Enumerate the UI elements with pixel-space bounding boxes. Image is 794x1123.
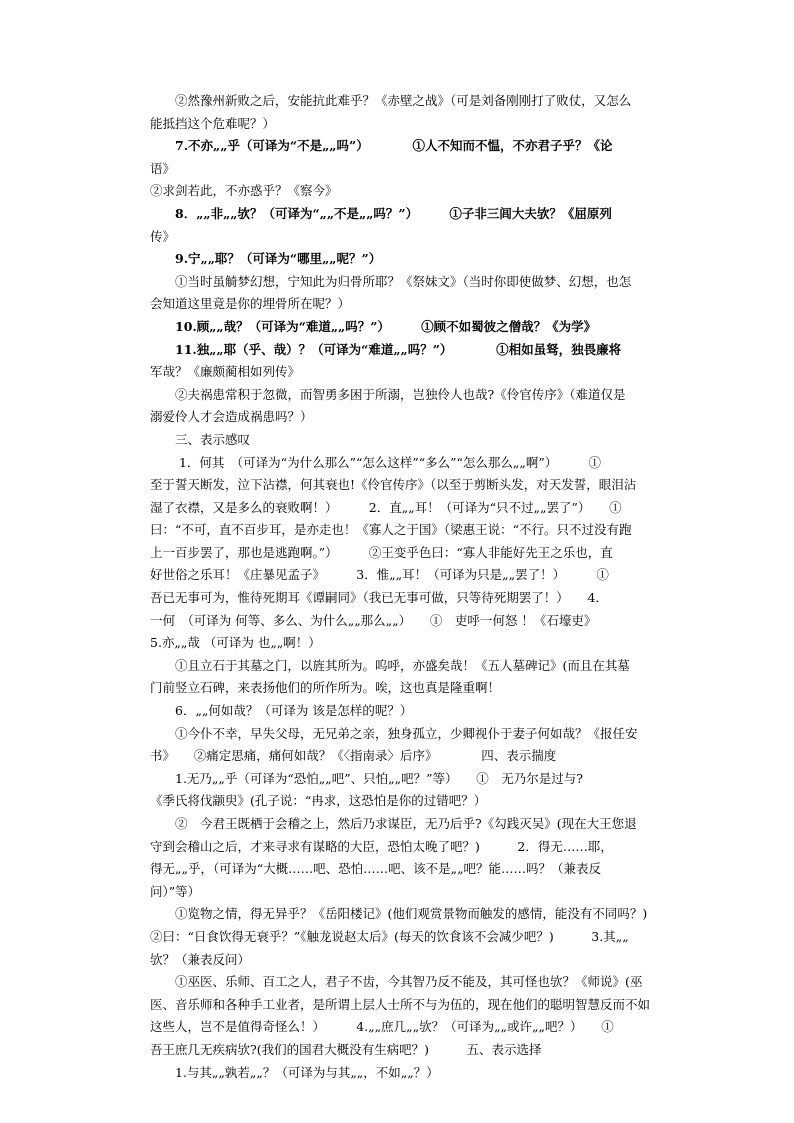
text-line: ①览物之情，得无异乎？《岳阳楼记》(他们观赏景物而触发的感情，能没有不同吗？) xyxy=(150,906,648,922)
text-line: 一何 （可译为 何等、多么、为什么„„那么„„） ① 吏呼一何怒 ！《石壕吏》 xyxy=(150,612,597,628)
text-line: 问）”等） xyxy=(150,883,201,899)
text-line: 会知道这里竟是你的埋骨所在呢？） xyxy=(150,296,351,312)
text-line: 好世俗之乐耳！《庄暴见孟子》 3．惟„„耳！（可译为只是„„罢了！） ① xyxy=(150,567,609,583)
text-line: 医、音乐师和各种手工业者，是所谓上层人士所不与为伍的，现在他们的聪明智慧反而不如 xyxy=(150,996,651,1012)
text-line: 门前竖立石碑，来表扬他们的所作所为。唉，这也真是隆重啊！ xyxy=(150,680,501,696)
text-line: 10.顾„„哉？（可译为“难道„„吗？”） ①顾不如蜀彼之僧哉？《为学》 xyxy=(150,318,597,334)
text-line: ② 今君王既栖于会稽之上，然后乃求谋臣，无乃后乎?《勾践灭吴》(现在大王您退 xyxy=(150,816,637,831)
text-line: 语》 xyxy=(150,160,176,176)
text-line: 吾王庶几无疾病欤?(我们的国君大概没有生病吧？) 五、表示选择 xyxy=(150,1041,542,1057)
text-line: ②然豫州新败之后，安能抗此难乎？《赤壁之战》（可是刘备刚刚打了败仗，又怎么 xyxy=(150,93,632,108)
text-line: 传》 xyxy=(150,228,176,244)
text-line: 曰：“不可，直不百步耳，是亦走也！《寡人之于国》（梁惠王说：“不行。只不过没有跑 xyxy=(150,522,632,538)
text-line: 湿了衣襟，又是多么的衰败啊！） 2．直„„耳！（可译为“只不过„„罢了”） ① xyxy=(150,499,622,515)
text-line: 1.无乃„„乎（可译为“恐怕„„吧”、只怕„„吧？”等） ① 无乃尔是过与? xyxy=(150,770,583,786)
text-line: 三、表示感叹 xyxy=(150,431,251,447)
text-line: 7.不亦„„乎（可译为“不是„„吗”） ①人不知而不愠，不亦君子乎？《论 xyxy=(150,138,613,154)
text-line: ②求剑若此，不亦惑乎？《察今》 xyxy=(150,183,338,199)
text-line: 书》 ②痛定思痛，痛何如哉？《〈指南录〉后序》 四、表示揣度 xyxy=(150,748,557,764)
text-line: 8．„„非„„欤？（可译为“„„不是„„吗？”） ①子非三闾大夫欤？《屈原列 xyxy=(150,205,612,221)
text-line: ①且立石于其墓之门，以旌其所为。呜呼，亦盛矣哉！《五人墓碑记》(而且在其墓 xyxy=(150,657,630,673)
text-line: 军哉？《廉颇蔺相如列传》 xyxy=(150,364,301,380)
text-line: 6．„„何如哉？（可译为 该是怎样的呢？） xyxy=(150,703,413,719)
text-line: 《季氏将伐颛臾》(孔子说：“冉求，这恐怕是你的过错吧？） xyxy=(150,793,487,809)
text-line: 溺爱伶人才会造成祸患吗？） xyxy=(150,409,313,425)
text-line: ①今仆不幸，早失父母，无兄弟之亲，独身孤立，少卿视仆于妻子何如哉？《报任安 xyxy=(150,725,638,741)
text-line: 欤？（兼表反问） xyxy=(150,951,251,967)
text-line: 至于誓天断发，泣下沾襟，何其衰也!《伶官传序》（以至于剪断头发，对天发誓，眼泪沾 xyxy=(150,477,637,493)
text-line: ①当时虽觭梦幻想，宁知此为归骨所耶？《祭妹文》（当时你即使做梦、幻想，也怎 xyxy=(150,273,632,289)
text-line: ②曰：“日食饮得无衰乎？”《触龙说赵太后》(每天的饮食该不会减少吧？) 3.其„„ xyxy=(150,928,629,944)
text-line: 9.宁„„耶？（可译为“哪里„„呢？”） xyxy=(150,251,382,267)
text-line: 得无„„乎，（可译为“大概……吧、恐怕……吧、该不是„„吧？能……吗？（兼表反 xyxy=(150,861,602,877)
text-line: 这些人，岂不是值得奇怪么！） 4.„„庶几„„欤？（可译为„„或许„„吧？） ① xyxy=(150,1019,614,1035)
text-line: 吾已无事可为，惟待死期耳《谭嗣同》（我已无事可做，只等待死期罢了！） 4． xyxy=(150,590,608,606)
text-line: ①巫医、乐师、百工之人，君子不齿，今其智乃反不能及，其可怪也欤？《师说》(巫 xyxy=(150,974,643,990)
text-line: 5.亦„„哉 （可译为 也„„啊！） xyxy=(150,635,321,651)
text-line: 1．何其 （可译为“为什么那么”“怎么这样”“多么”“怎么那么„„啊”） ① xyxy=(150,454,602,470)
text-line: 1.与其„„孰若„„？（可译为与其„„，不如„„？） xyxy=(150,1064,439,1080)
document-body xyxy=(150,90,705,1084)
text-line: ②夫祸患常积于忽微，而智勇多困于所溺，岂独伶人也哉?《伶官传序》（难道仅是 xyxy=(150,386,626,402)
text-line: 上一百步罢了，那也是逃跑啊。”） ②王变乎色曰：“寡人非能好先王之乐也，直 xyxy=(150,544,613,560)
text-line: 11.独„„耶（乎、哉）？（可译为“难道„„吗？”） ①相如虽驽，独畏廉将 xyxy=(150,341,622,357)
text-line: 守到会稽山之后，才来寻求有谋略的大臣，恐怕太晚了吧？) 2．得无……耶， xyxy=(150,838,613,854)
text-line: 能抵挡这个危难呢？） xyxy=(150,115,276,131)
